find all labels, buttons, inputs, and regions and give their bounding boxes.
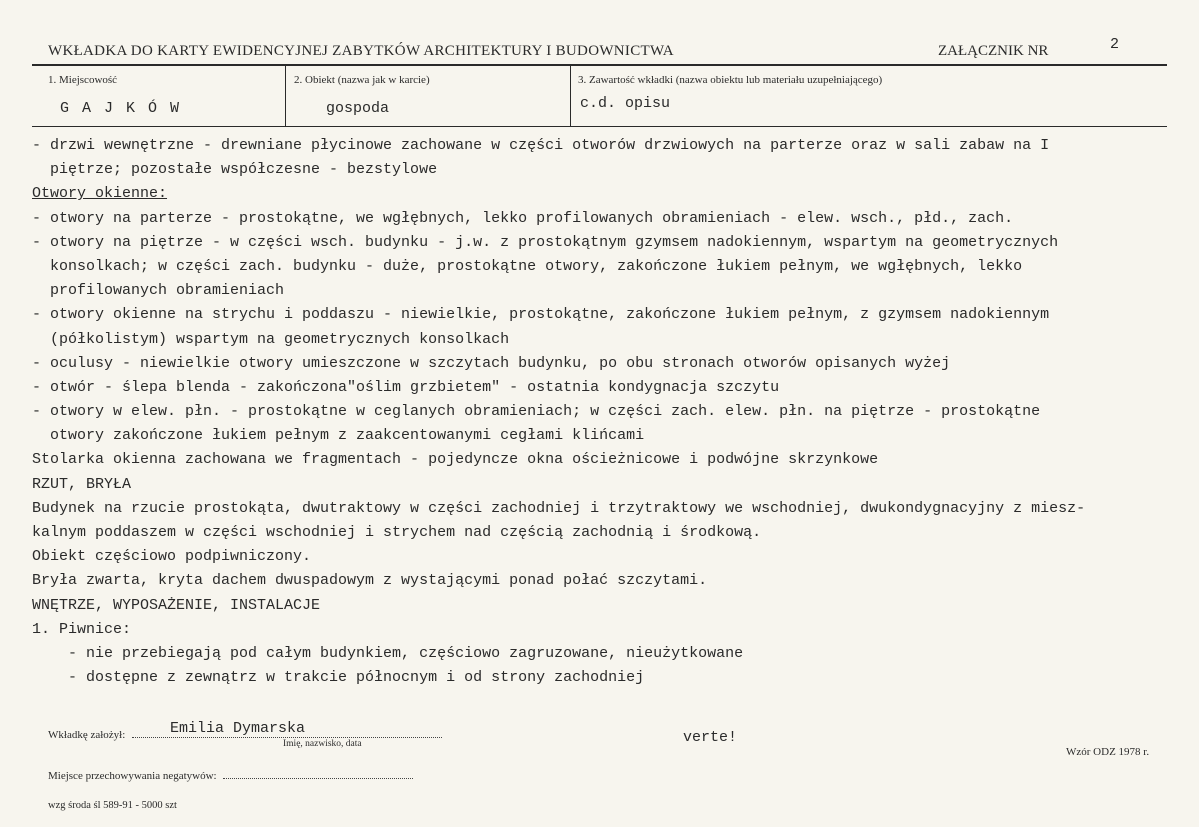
text-line: - dostępne z zewnątrz w trakcie północnym i od strony zachodniej: [32, 669, 645, 687]
field-divider: [570, 66, 571, 126]
field-divider: [285, 66, 286, 126]
text-line: - nie przebiegają pod całym budynkiem, częściowo zagruzowane, nieużytkowane: [32, 644, 744, 662]
content-label: 3. Zawartość wkładki (nazwa obiektu lub materiału uzupełniającego): [578, 74, 883, 86]
text-line: - otwory na piętrze - w części wsch. budynku - j.w. z prostokątnym gzymsem nadokiennym, wspartym na geometrycznych: [32, 233, 1059, 251]
section-heading: WNĘTRZE, WYPOSAŻENIE, INSTALACJE: [32, 596, 321, 614]
text-line: otwory zakończone łukiem pełnym z zaakcentowanymi cegłami klińcami: [32, 427, 645, 445]
description-body: [32, 134, 1182, 690]
section-heading: Otwory okienne:: [32, 185, 168, 203]
locality-value: G A J K Ó W: [60, 100, 182, 117]
locality-label: 1. Miejscowość: [48, 74, 118, 86]
text-line: 1. Piwnice:: [32, 620, 132, 638]
created-by-label: Wkładkę założył:: [48, 729, 126, 741]
text-line: kalnym poddaszem w części wschodniej i strychem nad częścią zachodnią i środkową.: [32, 524, 762, 541]
text-line: - oculusy - niewielkie otwory umieszczone w szczytach budynku, po obu stronach otworów opisanych wyżej: [32, 354, 951, 372]
text-line: Bryła zwarta, kryta dachem dwuspadowym z wystającymi ponad połać szczytami.: [32, 572, 708, 590]
text-line: - otwory okienne na strychu i poddaszu - niewielkie, prostokątne, zakończone łukiem pełnym, z gzymsem nadokiennym: [32, 306, 1050, 324]
text-line: - drzwi wewnętrzne - drewniane płycinowe zachowane w części otworów drzwiowych na parterze oraz w sali zabaw na I: [32, 137, 1050, 154]
header-rule: [32, 64, 1167, 66]
text-line: - otwór - ślepa blenda - zakończona"oślim grzbietem" - ostatnia kondygnacja szczytu: [32, 378, 780, 396]
form-title: WKŁADKA DO KARTY EWIDENCYJNEJ ZABYTKÓW ARCHITEKTURY I BUDOWNICTWA: [48, 43, 674, 59]
section-heading: RZUT, BRYŁA: [32, 475, 132, 493]
text-line: Obiekt częściowo podpiwniczony.: [32, 548, 312, 566]
text-line: konsolkach; w części zach. budynku - duże, prostokątne otwory, zakończone łukiem pełnym, we wgłębnych, lekko: [32, 257, 1023, 275]
verte-note: verte!: [683, 729, 738, 746]
name-caption: Imię, nazwisko, data: [283, 739, 362, 749]
object-label: 2. Obiekt (nazwa jak w karcie): [294, 74, 430, 86]
text-line: piętrze; pozostałe współczesne - bezstylowe: [32, 161, 438, 179]
storage-row: [48, 770, 413, 782]
text-line: (półkolistym) wspartym na geometrycznych konsolkach: [32, 330, 510, 348]
signature-line: [132, 737, 442, 738]
text-line: profilowanych obramieniach: [32, 282, 285, 300]
text-line: Stolarka okienna zachowana we fragmentach - pojedyncze okna ościeżnicowe i podwójne skrzynkowe: [32, 451, 879, 469]
storage-label: Miejsce przechowywania negatywów:: [48, 770, 217, 782]
text-line: - otwory w elew. płn. - prostokątne w ceglanych obramieniach; w części zach. elew. płn. na piętrze - prostokątne: [32, 403, 1041, 421]
fields-rule: [32, 126, 1167, 127]
created-by-name: Emilia Dymarska: [170, 720, 306, 737]
storage-line: [223, 778, 413, 779]
content-value: c.d. opisu: [580, 95, 671, 112]
form-model: Wzór ODZ 1978 r.: [1066, 746, 1150, 758]
text-line: Budynek na rzucie prostokąta, dwutraktowy w części zachodniej i trzytraktowy we wschodniej, dwukondygnacyjny z miesz-: [32, 499, 1086, 517]
annex-label: ZAŁĄCZNIK NR: [938, 43, 1049, 59]
object-value: gospoda: [326, 100, 390, 117]
annex-number: 2: [1110, 36, 1120, 53]
text-line: - otwory na parterze - prostokątne, we wgłębnych, lekko profilowanych obramieniach - elew. wsch., płd., zach.: [32, 209, 1014, 227]
print-info: wzg środa śl 589-91 - 5000 szt: [48, 800, 177, 811]
